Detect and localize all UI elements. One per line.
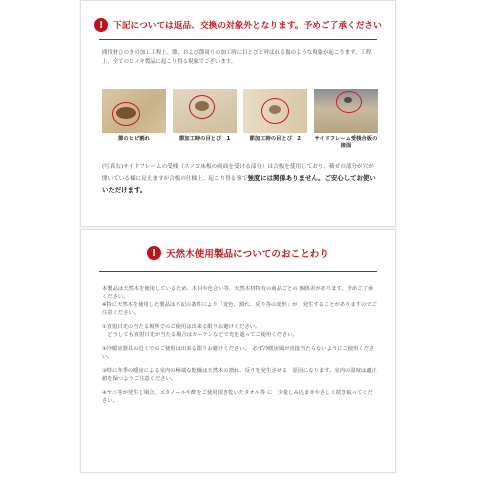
natural-wood-body	[102, 285, 378, 411]
knot-tearout-photo-1	[173, 89, 237, 133]
title-divider	[99, 39, 377, 40]
photo-caption: 節加工時の目とび 1	[178, 136, 231, 142]
photo-item	[102, 89, 166, 150]
exclamation-icon: !	[94, 18, 108, 32]
photo-item	[243, 89, 307, 150]
photo-caption: サイドフレーム受桟合板の接面	[314, 136, 378, 149]
note-emphasis: 強度には関係ありません。ご安心してお使いいただけます。	[102, 174, 376, 194]
photo-caption: 節加工時の目とび 2	[249, 136, 301, 142]
photo-caption: 節のヒビ割れ	[118, 136, 150, 142]
title-divider	[99, 271, 377, 272]
section-title: 下記については返品、交換の対象外となります。予めご了承ください	[113, 21, 382, 31]
knot-tearout-photo-2	[243, 89, 307, 133]
paragraph: 本製品は天然木を使用しているため、木目や色合い等、天然木材特有の商品ごとの 個体差があります。予めご了承ください。 ※特に天然木を使用した製品は下記の条件により「変色、割れ、反り等の変形」が 発生することがありますのでご注意ください。	[102, 286, 377, 316]
section-title: 天然木使用製品についてのおことわり	[165, 249, 329, 260]
section-heading	[81, 18, 395, 32]
plywood-note	[102, 162, 378, 197]
knot-crack-photo	[102, 89, 166, 133]
notice-card-natural-wood	[80, 229, 396, 473]
notice-card-returns	[80, 0, 396, 227]
intro-text: 間伐材ひのきの加工工程上、節、および節周りの加工時に目とびと呼ばれる傷のような現象が起こります。工程上、全てのヒノキ製品に起こり得る現象でございます。	[102, 50, 372, 65]
paragraph: ②冷暖房器具の近くでのご使用は出来る限りお避けください。 必ず冷暖房風が直接当たらないようにご使用ください。	[102, 346, 375, 360]
photo-item	[314, 89, 378, 150]
note-text: (写真右)サイドフレームの受桟（スノコ床板の両面を受ける部分）は合板を使用しており、載せの部分が穴が開いている様に見えますが合板の仕様上、起こり得る事で	[102, 164, 374, 182]
section-heading	[81, 246, 395, 260]
photo-item	[173, 89, 237, 150]
frame-plywood-photo	[314, 89, 378, 133]
paragraph: ④ヤニ等が発生し場合、エタノールや酢をご使用頂き乾いたタオル等 に 少量しみ込ませやさしく拭き取ってください。	[102, 390, 373, 404]
paragraph: ①直射日光の当たる場所でのご使用は出来る限りお避けください。 どうしても直射日光が当たる場合はカーテンなどで光を遮ってご使用ください。	[102, 324, 298, 338]
paragraph: ③特に冬季の暖房による室内の極端な乾燥は天然木の割れ、反りを発生させる 原因になります。室内の湿度は適正値を保つようご注意ください。	[102, 368, 377, 382]
exclamation-icon: !	[147, 246, 161, 260]
photo-row	[102, 89, 378, 150]
